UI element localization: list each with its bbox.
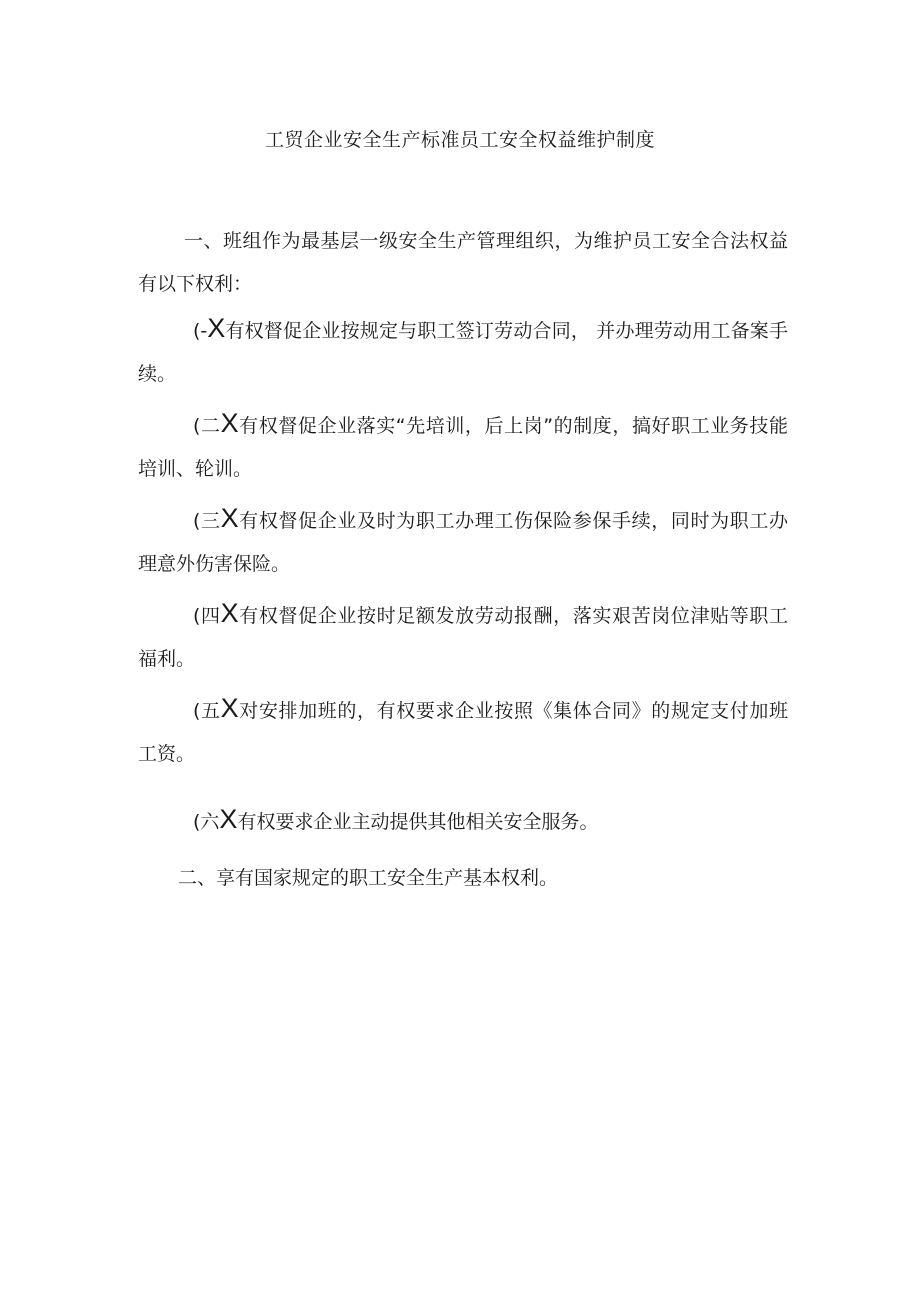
item-text: 有权督促企业落实“先培训，后上岗”的制度，搞好职工业务技能培训、轮训。 [138,415,788,480]
item-mark: X [220,503,239,533]
section-1-item-5 [138,690,788,776]
item-prefix: (- [193,320,208,342]
item-prefix: (四 [193,605,221,627]
item-mark: X [220,693,239,723]
item-text: 有权督促企业按时足额发放劳动报酬，落实艰苦岗位津贴等职工福利。 [138,605,788,670]
item-prefix: (三 [193,510,221,532]
document-title: 工贸企业安全生产标准员工安全权益维护制度 [264,129,655,151]
section-1-intro: 一、班组作为最基层一级安全生产管理组织，为维护员工安全合法权益有以下权利： [138,230,788,295]
section-1-item-2 [138,405,788,491]
section-2-text: 二、享有国家规定的职工安全生产基本权利。 [178,867,559,889]
item-mark: X [207,313,226,343]
item-mark: X [219,804,238,834]
item-mark: X [220,408,239,438]
item-text: 有权督促企业按规定与职工签订劳动合同， 并办理劳动用工备案手续。 [138,320,788,385]
section-1-item-6 [138,801,788,844]
item-prefix: (六 [193,811,220,833]
item-prefix: (二 [193,415,221,437]
item-mark: X [220,598,239,628]
section-1-item-4 [138,595,788,681]
item-text: 有权要求企业主动提供其他相关安全服务。 [237,811,599,833]
item-prefix: (五 [193,700,221,722]
section-1-item-1 [138,310,788,396]
item-text: 有权督促企业及时为职工办理工伤保险参保手续，同时为职工办理意外伤害保险。 [138,510,788,575]
section-1-item-3 [138,500,788,586]
item-text: 对安排加班的，有权要求企业按照《集体合同》的规定支付加班工资。 [138,700,788,765]
